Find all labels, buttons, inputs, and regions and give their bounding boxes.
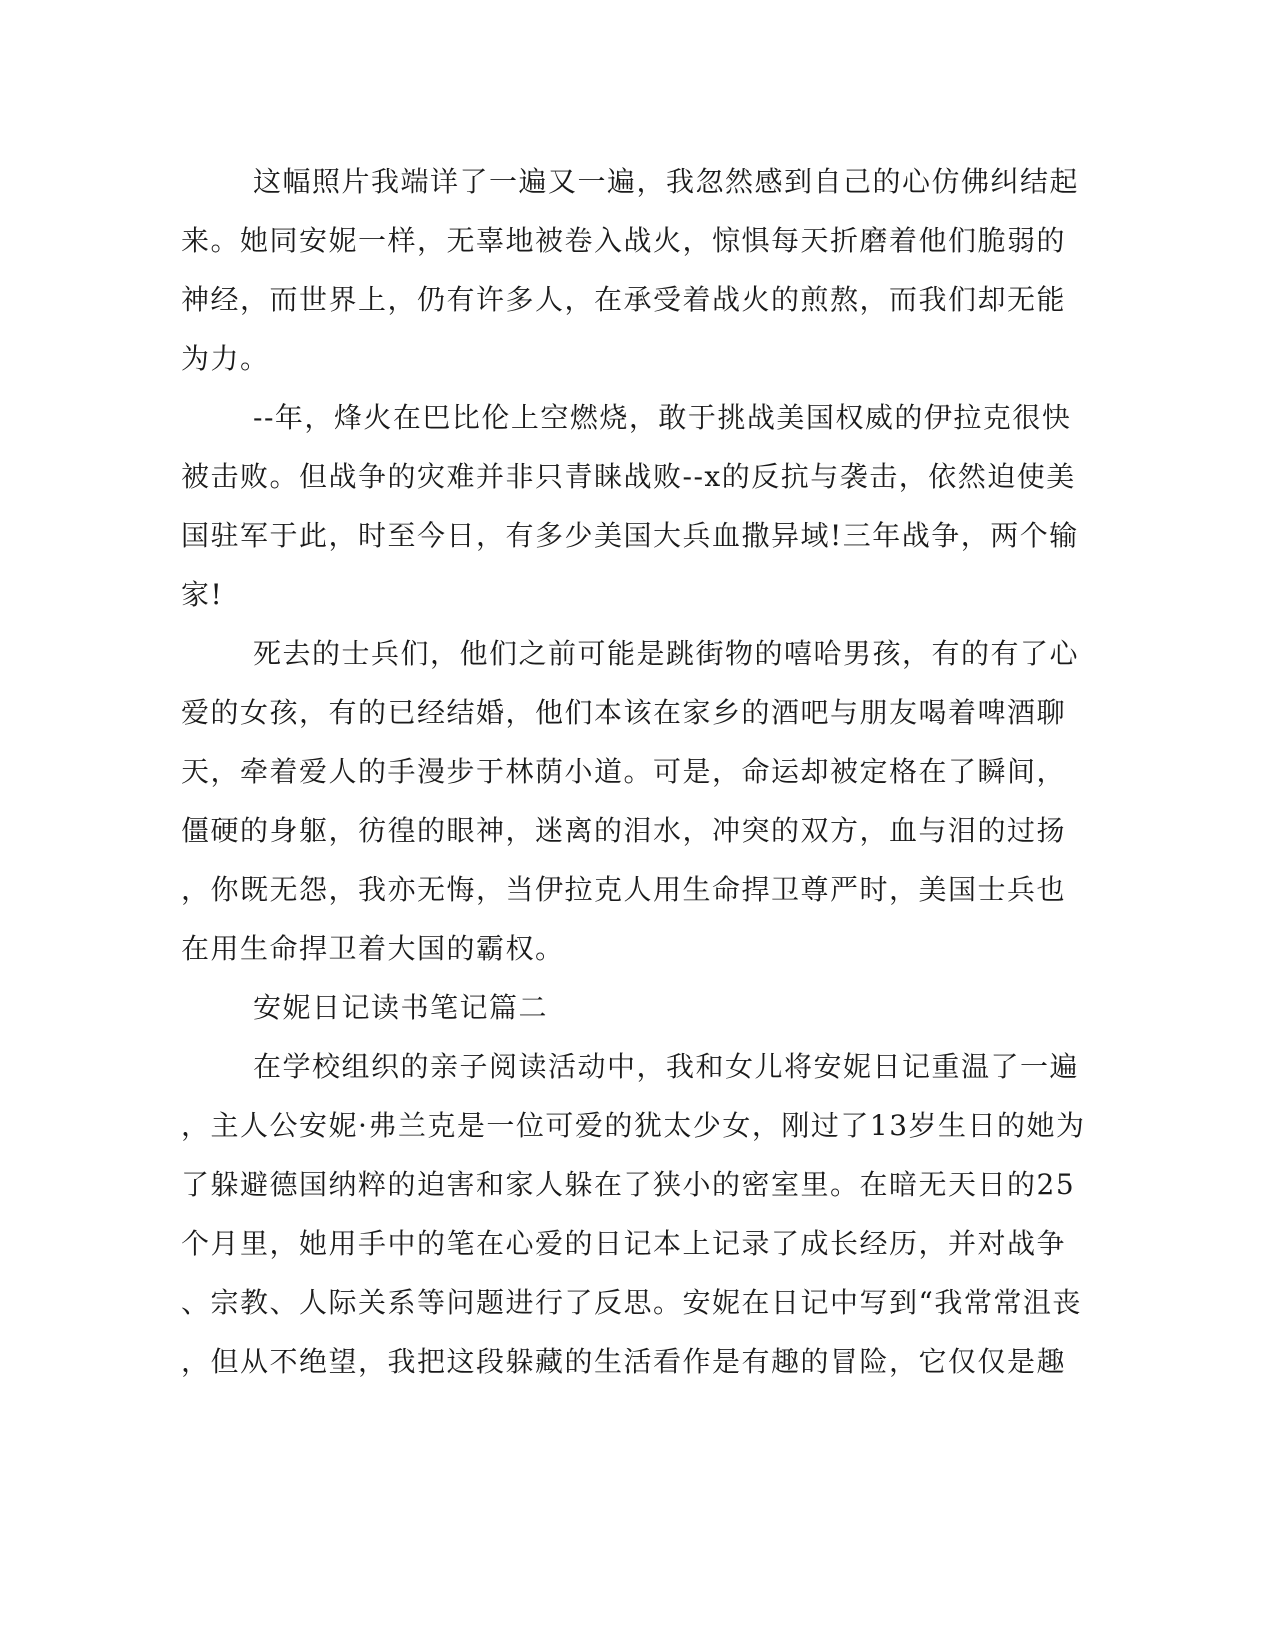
text-line: 在学校组织的亲子阅读活动中，我和女儿将安妮日记重温了一遍 xyxy=(253,1050,1080,1083)
document-page xyxy=(181,152,1086,1391)
text-line: 死去的士兵们，他们之前可能是跳街物的嘻哈男孩，有的有了心 xyxy=(253,637,1080,670)
text-line: 神经，而世界上，仍有许多人，在承受着战火的煎熬，而我们却无能 xyxy=(181,283,1067,316)
text-line: 来。她同安妮一样，无辜地被卷入战火，惊惧每天折磨着他们脆弱的 xyxy=(181,224,1067,257)
text-line: 了躲避德国纳粹的迫害和家人躲在了狭小的密室里。在暗无天日的25 xyxy=(181,1168,1076,1201)
text-line: 这幅照片我端详了一遍又一遍，我忽然感到自己的心仿佛纠结起 xyxy=(253,165,1080,198)
section-heading: 安妮日记读书笔记篇二 xyxy=(253,991,549,1024)
text-line: 爱的女孩，有的已经结婚，他们本该在家乡的酒吧与朋友喝着啤酒聊 xyxy=(181,696,1067,729)
text-line: 家! xyxy=(181,578,224,611)
text-line: 为力。 xyxy=(181,342,270,375)
text-line: 僵硬的身躯，彷徨的眼神，迷离的泪水，冲突的双方，血与泪的过扬 xyxy=(181,814,1067,847)
text-line: 、宗教、人际关系等问题进行了反思。安妮在日记中写到“我常常沮丧 xyxy=(181,1286,1082,1319)
text-line: ，主人公安妮·弗兰克是一位可爱的犹太少女，刚过了13岁生日的她为 xyxy=(181,1109,1086,1142)
text-line: 被击败。但战争的灾难并非只青睐战败--x的反抗与袭击，依然迫使美 xyxy=(181,460,1076,493)
text-line: 国驻军于此，时至今日，有多少美国大兵血撒异域!三年战争，两个输 xyxy=(181,519,1079,552)
text-line: 天，牵着爱人的手漫步于林荫小道。可是，命运却被定格在了瞬间， xyxy=(181,755,1067,788)
text-line: 个月里，她用手中的笔在心爱的日记本上记录了成长经历，并对战争 xyxy=(181,1227,1067,1260)
text-line: ，你既无怨，我亦无悔，当伊拉克人用生命捍卫尊严时，美国士兵也 xyxy=(181,873,1067,906)
text-line: ，但从不绝望，我把这段躲藏的生活看作是有趣的冒险，它仅仅是趣 xyxy=(181,1345,1067,1378)
text-line: --年，烽火在巴比伦上空燃烧，敢于挑战美国权威的伊拉克很快 xyxy=(253,401,1072,434)
text-line: 在用生命捍卫着大国的霸权。 xyxy=(181,932,565,965)
